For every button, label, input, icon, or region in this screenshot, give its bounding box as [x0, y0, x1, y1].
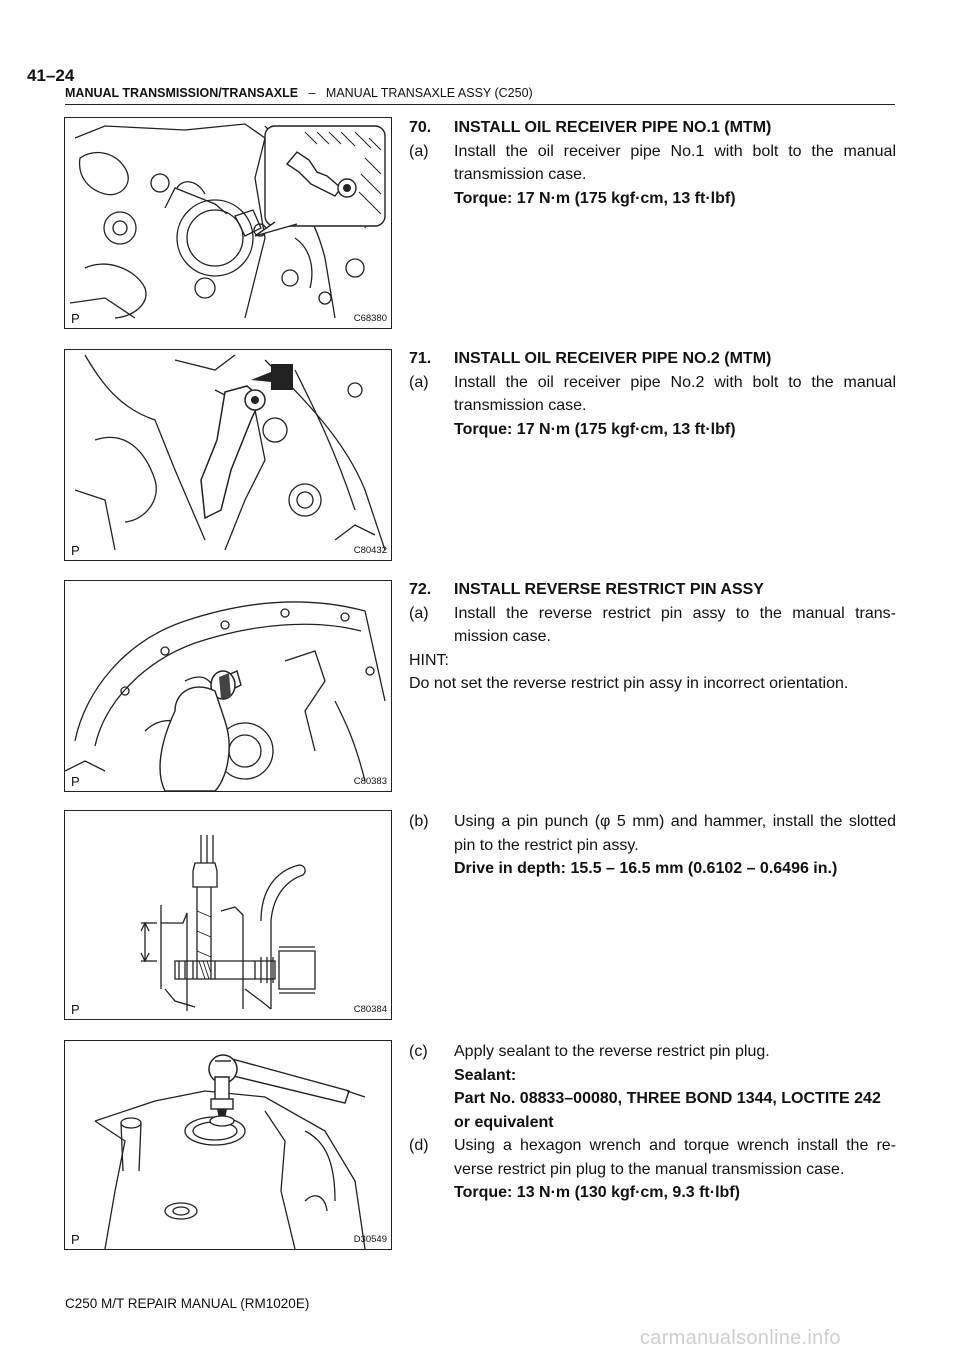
- manual-footer: C250 M/T REPAIR MANUAL (RM1020E): [65, 1296, 310, 1311]
- step-number: 72.: [409, 581, 432, 598]
- figure-illustration: [65, 811, 391, 1019]
- substep-label: (a): [409, 604, 429, 622]
- section-title: MANUAL TRANSMISSION/TRANSAXLE: [65, 86, 299, 100]
- step-70-a: [409, 140, 896, 187]
- step-title-text: INSTALL REVERSE RESTRICT PIN ASSY: [454, 581, 764, 598]
- watermark: carmanualsonline.info: [640, 1327, 841, 1349]
- step-72-c-d: [409, 1040, 896, 1205]
- substep-text: Install the oil receiver pipe No.2 with bolt to the manual transmission case.: [454, 373, 896, 414]
- figure-reverse-restrict-pin: [64, 580, 392, 792]
- substep-c: [409, 1040, 896, 1064]
- step-72: [409, 578, 896, 696]
- sealant-label: Sealant:: [454, 1066, 517, 1084]
- step-72-a: [409, 602, 896, 649]
- figure-p-label: P: [71, 1002, 80, 1017]
- figure-p-label: P: [71, 1232, 80, 1247]
- header-separator: –: [308, 86, 316, 100]
- step-title-text: INSTALL OIL RECEIVER PIPE NO.1 (MTM): [454, 119, 772, 136]
- figure-code: D30549: [353, 1234, 387, 1245]
- substep-d: [409, 1134, 896, 1181]
- substep-label: (c): [409, 1043, 428, 1060]
- header-rule: [65, 104, 895, 105]
- page-number: 41–24: [27, 66, 75, 85]
- torque-spec: Torque: 17 N·m (175 kgf·cm, 13 ft·lbf): [454, 420, 736, 438]
- substep-text: Using a hexagon wrench and torque wrench install the re-verse restrict pin plug to the manual transmission case.: [454, 1137, 896, 1178]
- step-number: 70.: [409, 119, 432, 136]
- hint-label: HINT:: [409, 651, 449, 669]
- step-70-title: [409, 116, 896, 140]
- figure-oil-receiver-pipe-1: [64, 117, 392, 329]
- figure-code: C80432: [353, 545, 387, 556]
- substep-text: Install the oil receiver pipe No.1 with bolt to the manual transmission case.: [454, 142, 896, 183]
- figure-pin-punch-drive-depth: [64, 810, 392, 1020]
- figure-code: C80383: [353, 776, 387, 787]
- figure-p-label: P: [71, 543, 80, 558]
- substep-label: (b): [409, 813, 429, 830]
- substep-text: Using a pin punch (φ 5 mm) and hammer, install the slotted pin to the restrict pin assy.: [454, 813, 896, 854]
- figure-illustration: [65, 350, 391, 560]
- step-72-b: [409, 810, 896, 881]
- figure-p-label: P: [71, 774, 80, 789]
- section-subtitle: MANUAL TRANSAXLE ASSY (C250): [325, 86, 533, 100]
- torque-spec: Torque: 17 N·m (175 kgf·cm, 13 ft·lbf): [454, 189, 736, 207]
- figure-illustration: [65, 581, 391, 791]
- figure-oil-receiver-pipe-2: [64, 349, 392, 561]
- substep-b: [409, 810, 896, 857]
- figure-hexagon-wrench-plug: [64, 1040, 392, 1250]
- step-title-text: INSTALL OIL RECEIVER PIPE NO.2 (MTM): [454, 350, 772, 367]
- figure-illustration: [65, 1041, 391, 1249]
- substep-text: Apply sealant to the reverse restrict pin plug.: [454, 1043, 770, 1060]
- figure-p-label: P: [71, 311, 80, 326]
- sealant-spec: Part No. 08833–00080, THREE BOND 1344, LOCTITE 242 or equivalent: [454, 1090, 881, 1131]
- section-header: [65, 86, 533, 100]
- substep-label: (d): [409, 1137, 429, 1154]
- step-number: 71.: [409, 350, 432, 367]
- figure-illustration: [65, 118, 391, 328]
- step-71-a: [409, 371, 896, 418]
- hint-text: Do not set the reverse restrict pin assy in incorrect orientation.: [409, 675, 849, 692]
- step-70: [409, 116, 896, 210]
- substep-text: Install the reverse restrict pin assy to the manual trans-mission case.: [454, 604, 896, 645]
- substep-label: (a): [409, 142, 429, 160]
- substep-label: (a): [409, 373, 429, 391]
- step-72-title: [409, 578, 896, 602]
- drive-depth-spec: Drive in depth: 15.5 – 16.5 mm (0.6102 – 0.6496 in.): [454, 860, 838, 877]
- figure-code: C80384: [353, 1004, 387, 1015]
- step-71-title: [409, 347, 896, 371]
- torque-spec: Torque: 13 N·m (130 kgf·cm, 9.3 ft·lbf): [454, 1184, 740, 1201]
- figure-code: C68380: [353, 313, 387, 324]
- step-71: [409, 347, 896, 441]
